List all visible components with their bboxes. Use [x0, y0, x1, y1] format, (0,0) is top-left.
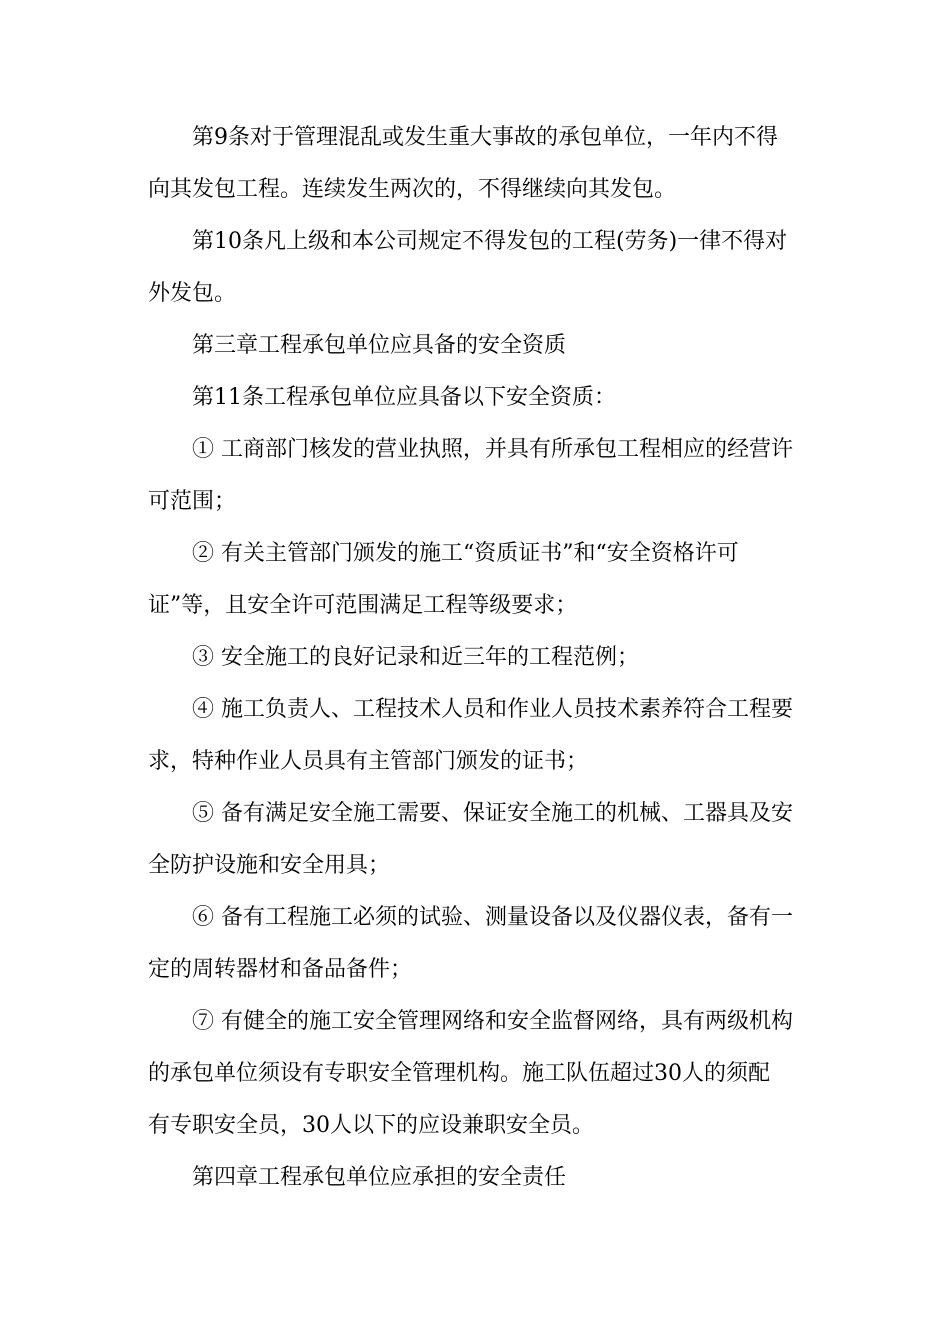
chapter-4-heading — [148, 1152, 808, 1204]
text-line: 第四章工程承包单位应承担的安全责任 — [192, 1165, 567, 1190]
text-line: ③ 安全施工的良好记录和近三年的工程范例； — [192, 645, 639, 670]
article-9-paragraph — [148, 112, 808, 216]
article-10-paragraph — [148, 216, 808, 320]
list-item-5 — [148, 788, 808, 892]
text-line: 可范围； — [148, 489, 237, 514]
article-11-paragraph — [148, 372, 808, 424]
text-line: 第三章工程承包单位应具备的安全资质 — [192, 333, 567, 358]
text-line: 第9条对于管理混乱或发生重大事故的承包单位，一年内不得 — [192, 125, 778, 150]
list-item-7 — [148, 996, 808, 1152]
list-item-1 — [148, 424, 808, 528]
document-body — [148, 112, 808, 1204]
chapter-3-heading — [148, 320, 808, 372]
text-line: 求，特种作业人员具有主管部门颁发的证书； — [148, 749, 589, 774]
text-line: 的承包单位须设有专职安全管理机构。施工队伍超过30人的须配 — [148, 1061, 770, 1086]
text-line: 第10条凡上级和本公司规定不得发包的工程(劳务)一律不得对 — [192, 229, 788, 254]
text-line: 第11条工程承包单位应具备以下安全资质： — [192, 385, 616, 410]
text-line: 有专职安全员，30人以下的应设兼职安全员。 — [148, 1113, 594, 1138]
text-line: ⑤ 备有满足安全施工需要、保证安全施工的机械、工器具及安 — [192, 801, 793, 826]
text-line: ① 工商部门核发的营业执照，并具有所承包工程相应的经营许 — [192, 437, 793, 462]
text-line: ② 有关主管部门颁发的施工“资质证书”和“安全资格许可 — [192, 541, 739, 566]
text-line: 向其发包工程。连续发生两次的，不得继续向其发包。 — [148, 177, 677, 202]
list-item-6 — [148, 892, 808, 996]
text-line: 全防护设施和安全用具； — [148, 853, 391, 878]
list-item-4 — [148, 684, 808, 788]
list-item-2 — [148, 528, 808, 632]
text-line: 定的周转器材和备品备件； — [148, 957, 413, 982]
text-line: 证”等，且安全许可范围满足工程等级要求； — [148, 593, 578, 618]
text-line: ⑥ 备有工程施工必须的试验、测量设备以及仪器仪表，备有一 — [192, 905, 793, 930]
text-line: ⑦ 有健全的施工安全管理网络和安全监督网络，具有两级机构 — [192, 1009, 793, 1034]
list-item-3 — [148, 632, 808, 684]
text-line: 外发包。 — [148, 281, 237, 306]
text-line: ④ 施工负责人、工程技术人员和作业人员技术素养符合工程要 — [192, 697, 793, 722]
